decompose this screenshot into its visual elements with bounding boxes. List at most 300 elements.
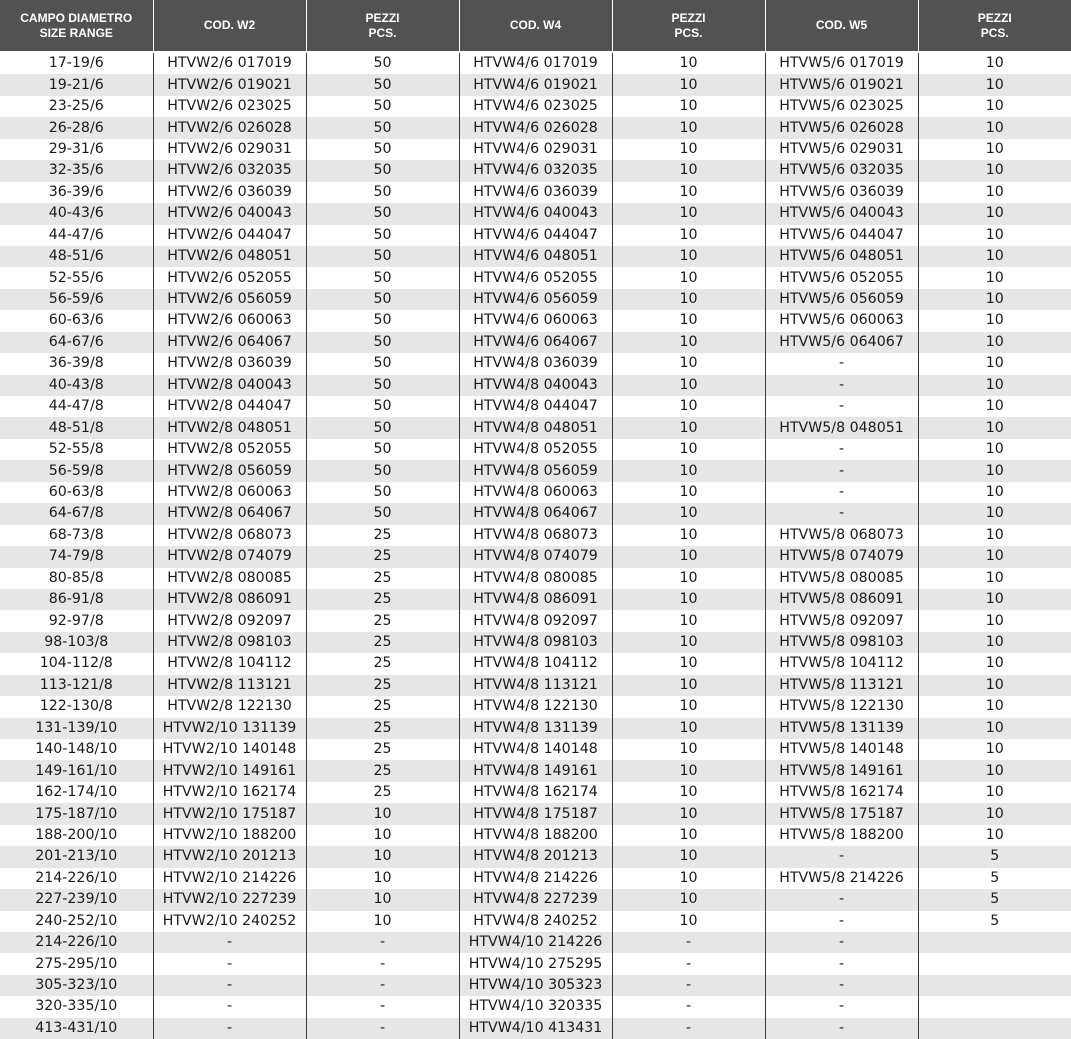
cod-w5-cell: HTVW5/6 026028 [765, 117, 918, 138]
cod-w2-cell: HTVW2/10 201213 [153, 846, 306, 867]
cod-w4-cell: HTVW4/8 086091 [459, 589, 612, 610]
pcs-w5-cell: 10 [918, 375, 1071, 396]
pcs-w5-cell: 5 [918, 846, 1071, 867]
pcs-w4-cell: - [612, 932, 765, 953]
header-row [0, 0, 1071, 51]
pcs-w4-cell: 10 [612, 267, 765, 288]
cod-w4-cell: HTVW4/6 032035 [459, 160, 612, 181]
pcs-w4-cell: - [612, 1018, 765, 1039]
cod-w2-cell: HTVW2/8 092097 [153, 610, 306, 631]
size-range-cell: 17-19/6 [0, 53, 153, 74]
pcs-w5-cell: 10 [918, 289, 1071, 310]
cod-w4-cell: HTVW4/8 074079 [459, 546, 612, 567]
table-row [0, 996, 1071, 1017]
cod-w4-cell: HTVW4/6 052055 [459, 267, 612, 288]
size-range-cell: 162-174/10 [0, 782, 153, 803]
pcs-w5-cell: 10 [918, 803, 1071, 824]
pcs-w4-cell: 10 [612, 482, 765, 503]
table-row [0, 375, 1071, 396]
header-pcs-w2-line2: PCS. [307, 26, 459, 41]
pcs-w2-cell: 25 [306, 782, 459, 803]
table-row [0, 139, 1071, 160]
size-range-cell: 74-79/8 [0, 546, 153, 567]
pcs-w5-cell: 10 [918, 525, 1071, 546]
table-row [0, 546, 1071, 567]
pcs-w2-cell: - [306, 975, 459, 996]
pcs-w4-cell: 10 [612, 460, 765, 481]
pcs-w5-cell: 10 [918, 439, 1071, 460]
cod-w4-cell: HTVW4/8 064067 [459, 503, 612, 524]
cod-w4-cell: HTVW4/6 064067 [459, 332, 612, 353]
cod-w5-cell: HTVW5/6 019021 [765, 74, 918, 95]
cod-w5-cell: HTVW5/6 048051 [765, 246, 918, 267]
table-row [0, 353, 1071, 374]
cod-w5-cell: HTVW5/6 017019 [765, 53, 918, 74]
header-size-range [0, 0, 153, 51]
cod-w4-cell: HTVW4/8 092097 [459, 610, 612, 631]
cod-w2-cell: HTVW2/8 056059 [153, 460, 306, 481]
pcs-w2-cell: 25 [306, 610, 459, 631]
cod-w4-cell: HTVW4/8 214226 [459, 868, 612, 889]
pcs-w4-cell: 10 [612, 911, 765, 932]
cod-w2-cell: HTVW2/8 052055 [153, 439, 306, 460]
cod-w4-cell: HTVW4/8 098103 [459, 632, 612, 653]
pcs-w5-cell: 10 [918, 332, 1071, 353]
cod-w5-cell: HTVW5/6 023025 [765, 96, 918, 117]
pcs-w5-cell: 5 [918, 868, 1071, 889]
cod-w4-cell: HTVW4/8 149161 [459, 760, 612, 781]
size-range-cell: 48-51/8 [0, 417, 153, 438]
pcs-w2-cell: 10 [306, 911, 459, 932]
size-range-cell: 113-121/8 [0, 675, 153, 696]
size-range-cell: 23-25/6 [0, 96, 153, 117]
pcs-w4-cell: 10 [612, 289, 765, 310]
pcs-w5-cell: 10 [918, 568, 1071, 589]
pcs-w2-cell: - [306, 996, 459, 1017]
cod-w5-cell: HTVW5/8 149161 [765, 760, 918, 781]
pcs-w4-cell: 10 [612, 568, 765, 589]
size-range-cell: 56-59/6 [0, 289, 153, 310]
pcs-w4-cell: 10 [612, 439, 765, 460]
table-row [0, 653, 1071, 674]
pcs-w2-cell: 10 [306, 846, 459, 867]
pcs-w2-cell: 10 [306, 889, 459, 910]
size-range-cell: 214-226/10 [0, 868, 153, 889]
cod-w2-cell: HTVW2/6 036039 [153, 182, 306, 203]
size-range-cell: 44-47/8 [0, 396, 153, 417]
cod-w5-cell: - [765, 460, 918, 481]
pcs-w5-cell: 10 [918, 396, 1071, 417]
pcs-w4-cell: 10 [612, 868, 765, 889]
size-range-cell: 175-187/10 [0, 803, 153, 824]
pcs-w5-cell: 10 [918, 117, 1071, 138]
header-pcs-w2 [306, 0, 459, 51]
cod-w4-cell: HTVW4/6 026028 [459, 117, 612, 138]
cod-w5-cell: - [765, 439, 918, 460]
cod-w4-cell: HTVW4/8 188200 [459, 825, 612, 846]
size-range-cell: 149-161/10 [0, 760, 153, 781]
cod-w5-cell: - [765, 846, 918, 867]
cod-w5-cell: HTVW5/8 175187 [765, 803, 918, 824]
size-range-cell: 131-139/10 [0, 718, 153, 739]
cod-w2-cell: HTVW2/6 056059 [153, 289, 306, 310]
size-range-cell: 48-51/6 [0, 246, 153, 267]
header-pcs-w5 [918, 0, 1071, 51]
pcs-w4-cell: - [612, 953, 765, 974]
cod-w5-cell: - [765, 932, 918, 953]
cod-w4-cell: HTVW4/6 060063 [459, 310, 612, 331]
pcs-w4-cell: 10 [612, 889, 765, 910]
cod-w2-cell: HTVW2/8 098103 [153, 632, 306, 653]
pcs-w2-cell: 10 [306, 825, 459, 846]
cod-w2-cell: HTVW2/8 068073 [153, 525, 306, 546]
pcs-w2-cell: 50 [306, 289, 459, 310]
table-row [0, 675, 1071, 696]
table-row [0, 632, 1071, 653]
cod-w5-cell: - [765, 1018, 918, 1039]
pcs-w5-cell: 5 [918, 889, 1071, 910]
table-row [0, 825, 1071, 846]
cod-w2-cell: HTVW2/8 122130 [153, 696, 306, 717]
cod-w5-cell: HTVW5/8 131139 [765, 718, 918, 739]
cod-w5-cell: HTVW5/6 032035 [765, 160, 918, 181]
cod-w2-cell: HTVW2/8 074079 [153, 546, 306, 567]
pcs-w5-cell: 10 [918, 417, 1071, 438]
pcs-w4-cell: 10 [612, 246, 765, 267]
header-pcs-w4-line1: PEZZI [613, 11, 765, 26]
pcs-w5-cell: 10 [918, 96, 1071, 117]
pcs-w5-cell: 10 [918, 653, 1071, 674]
pcs-w2-cell: 25 [306, 568, 459, 589]
pcs-w4-cell: 10 [612, 375, 765, 396]
pcs-w5-cell: 10 [918, 310, 1071, 331]
cod-w2-cell: - [153, 996, 306, 1017]
header-pcs-w5-line2: PCS. [919, 26, 1071, 41]
size-range-cell: 86-91/8 [0, 589, 153, 610]
cod-w2-cell: HTVW2/8 064067 [153, 503, 306, 524]
pcs-w4-cell: 10 [612, 225, 765, 246]
size-range-cell: 275-295/10 [0, 953, 153, 974]
pcs-w5-cell: 5 [918, 911, 1071, 932]
cod-w2-cell: HTVW2/8 060063 [153, 482, 306, 503]
pcs-w2-cell: 50 [306, 74, 459, 95]
pcs-w2-cell: 50 [306, 310, 459, 331]
table-row [0, 74, 1071, 95]
size-range-cell: 140-148/10 [0, 739, 153, 760]
cod-w5-cell: - [765, 975, 918, 996]
table-row [0, 782, 1071, 803]
pcs-w2-cell: 25 [306, 739, 459, 760]
cod-w2-cell: HTVW2/10 131139 [153, 718, 306, 739]
cod-w4-cell: HTVW4/8 227239 [459, 889, 612, 910]
table-row [0, 739, 1071, 760]
size-range-cell: 40-43/8 [0, 375, 153, 396]
pcs-w2-cell: 50 [306, 482, 459, 503]
pcs-w2-cell: 50 [306, 439, 459, 460]
cod-w5-cell: HTVW5/8 086091 [765, 589, 918, 610]
cod-w4-cell: HTVW4/8 036039 [459, 353, 612, 374]
size-range-cell: 60-63/8 [0, 482, 153, 503]
cod-w2-cell: HTVW2/6 019021 [153, 74, 306, 95]
pcs-w5-cell: 10 [918, 739, 1071, 760]
pcs-w5-cell: 10 [918, 53, 1071, 74]
pcs-w2-cell: 50 [306, 182, 459, 203]
pcs-w5-cell [918, 953, 1071, 974]
size-range-cell: 52-55/6 [0, 267, 153, 288]
cod-w4-cell: HTVW4/8 113121 [459, 675, 612, 696]
pcs-w4-cell: 10 [612, 718, 765, 739]
cod-w5-cell: HTVW5/8 068073 [765, 525, 918, 546]
pcs-w5-cell [918, 932, 1071, 953]
cod-w4-cell: HTVW4/6 036039 [459, 182, 612, 203]
cod-w4-cell: HTVW4/8 056059 [459, 460, 612, 481]
table-row [0, 332, 1071, 353]
pcs-w5-cell: 10 [918, 203, 1071, 224]
pcs-w4-cell: 10 [612, 696, 765, 717]
pcs-w2-cell: 50 [306, 353, 459, 374]
table-row [0, 289, 1071, 310]
pcs-w4-cell: 10 [612, 332, 765, 353]
table-row [0, 503, 1071, 524]
cod-w5-cell: - [765, 911, 918, 932]
table-row [0, 439, 1071, 460]
cod-w5-cell: - [765, 375, 918, 396]
pcs-w5-cell: 10 [918, 353, 1071, 374]
cod-w4-cell: HTVW4/8 048051 [459, 417, 612, 438]
cod-w2-cell: HTVW2/6 017019 [153, 53, 306, 74]
cod-w2-cell: HTVW2/10 149161 [153, 760, 306, 781]
cod-w2-cell: HTVW2/8 040043 [153, 375, 306, 396]
cod-w2-cell: HTVW2/6 032035 [153, 160, 306, 181]
pcs-w2-cell: 50 [306, 460, 459, 481]
pcs-w4-cell: 10 [612, 803, 765, 824]
size-range-cell: 36-39/6 [0, 182, 153, 203]
pcs-w4-cell: 10 [612, 782, 765, 803]
cod-w4-cell: HTVW4/8 068073 [459, 525, 612, 546]
header-pcs-w5-line1: PEZZI [919, 11, 1071, 26]
pcs-w5-cell: 10 [918, 696, 1071, 717]
cod-w4-cell: HTVW4/6 019021 [459, 74, 612, 95]
cod-w2-cell: HTVW2/6 052055 [153, 267, 306, 288]
cod-w2-cell: HTVW2/6 048051 [153, 246, 306, 267]
cod-w4-cell: HTVW4/10 305323 [459, 975, 612, 996]
pcs-w2-cell: 50 [306, 503, 459, 524]
size-range-cell: 19-21/6 [0, 74, 153, 95]
pcs-w2-cell: 50 [306, 246, 459, 267]
pcs-w4-cell: 10 [612, 96, 765, 117]
cod-w4-cell: HTVW4/8 040043 [459, 375, 612, 396]
cod-w4-cell: HTVW4/6 040043 [459, 203, 612, 224]
cod-w2-cell: HTVW2/10 227239 [153, 889, 306, 910]
pcs-w2-cell: 25 [306, 718, 459, 739]
cod-w4-cell: HTVW4/8 140148 [459, 739, 612, 760]
pcs-w5-cell: 10 [918, 267, 1071, 288]
pcs-w2-cell: 10 [306, 868, 459, 889]
pcs-w4-cell: 10 [612, 139, 765, 160]
table-row [0, 396, 1071, 417]
cod-w5-cell: - [765, 482, 918, 503]
pcs-w2-cell: 25 [306, 653, 459, 674]
pcs-w4-cell: 10 [612, 160, 765, 181]
pcs-w5-cell [918, 996, 1071, 1017]
pcs-w5-cell: 10 [918, 74, 1071, 95]
size-range-cell: 80-85/8 [0, 568, 153, 589]
pcs-w2-cell: 25 [306, 632, 459, 653]
pcs-w5-cell: 10 [918, 610, 1071, 631]
size-range-cell: 227-239/10 [0, 889, 153, 910]
cod-w5-cell: HTVW5/8 113121 [765, 675, 918, 696]
pcs-w5-cell: 10 [918, 225, 1071, 246]
cod-w2-cell: HTVW2/8 044047 [153, 396, 306, 417]
cod-w5-cell: - [765, 996, 918, 1017]
size-range-cell: 36-39/8 [0, 353, 153, 374]
cod-w4-cell: HTVW4/8 044047 [459, 396, 612, 417]
cod-w4-cell: HTVW4/10 214226 [459, 932, 612, 953]
cod-w5-cell: - [765, 396, 918, 417]
cod-w5-cell: HTVW5/8 074079 [765, 546, 918, 567]
size-range-cell: 56-59/8 [0, 460, 153, 481]
table-row [0, 417, 1071, 438]
cod-w4-cell: HTVW4/8 122130 [459, 696, 612, 717]
cod-w4-cell: HTVW4/6 017019 [459, 53, 612, 74]
table-row [0, 310, 1071, 331]
table-row [0, 975, 1071, 996]
size-range-cell: 240-252/10 [0, 911, 153, 932]
pcs-w4-cell: 10 [612, 353, 765, 374]
cod-w5-cell: - [765, 889, 918, 910]
pcs-w2-cell: 50 [306, 139, 459, 160]
size-range-cell: 92-97/8 [0, 610, 153, 631]
size-range-cell: 305-323/10 [0, 975, 153, 996]
pcs-w2-cell: 50 [306, 117, 459, 138]
size-range-cell: 40-43/6 [0, 203, 153, 224]
table-row [0, 953, 1071, 974]
cod-w4-cell: HTVW4/6 044047 [459, 225, 612, 246]
size-range-cell: 68-73/8 [0, 525, 153, 546]
cod-w5-cell: HTVW5/6 064067 [765, 332, 918, 353]
pcs-w2-cell: 25 [306, 696, 459, 717]
table-row [0, 868, 1071, 889]
cod-w2-cell: HTVW2/10 162174 [153, 782, 306, 803]
cod-w2-cell: - [153, 1018, 306, 1039]
table-row [0, 267, 1071, 288]
cod-w4-cell: HTVW4/10 413431 [459, 1018, 612, 1039]
pcs-w2-cell: 50 [306, 53, 459, 74]
pcs-w4-cell: 10 [612, 653, 765, 674]
cod-w5-cell: HTVW5/8 092097 [765, 610, 918, 631]
header-cod-w4: COD. W4 [459, 0, 612, 51]
pcs-w5-cell: 10 [918, 718, 1071, 739]
pcs-w2-cell: - [306, 953, 459, 974]
pcs-w2-cell: 50 [306, 203, 459, 224]
table-row [0, 889, 1071, 910]
table-row [0, 225, 1071, 246]
pcs-w4-cell: 10 [612, 525, 765, 546]
header-pcs-w4-line2: PCS. [613, 26, 765, 41]
pcs-w5-cell: 10 [918, 139, 1071, 160]
cod-w2-cell: HTVW2/10 214226 [153, 868, 306, 889]
pcs-w5-cell: 10 [918, 160, 1071, 181]
pcs-w4-cell: 10 [612, 74, 765, 95]
header-pcs-w2-line1: PEZZI [307, 11, 459, 26]
pcs-w5-cell: 10 [918, 546, 1071, 567]
size-range-cell: 64-67/6 [0, 332, 153, 353]
size-range-cell: 122-130/8 [0, 696, 153, 717]
table-row [0, 932, 1071, 953]
cod-w5-cell: HTVW5/6 036039 [765, 182, 918, 203]
pcs-w4-cell: 10 [612, 675, 765, 696]
pcs-w5-cell: 10 [918, 589, 1071, 610]
pcs-w4-cell: 10 [612, 503, 765, 524]
cod-w4-cell: HTVW4/8 162174 [459, 782, 612, 803]
pcs-w5-cell: 10 [918, 760, 1071, 781]
pcs-w2-cell: 50 [306, 396, 459, 417]
size-range-cell: 214-226/10 [0, 932, 153, 953]
size-range-cell: 44-47/6 [0, 225, 153, 246]
pcs-w2-cell: 25 [306, 589, 459, 610]
pcs-w2-cell: 50 [306, 96, 459, 117]
cod-w5-cell: - [765, 503, 918, 524]
pcs-w2-cell: 50 [306, 375, 459, 396]
cod-w2-cell: HTVW2/10 175187 [153, 803, 306, 824]
cod-w2-cell: HTVW2/8 113121 [153, 675, 306, 696]
table-row [0, 846, 1071, 867]
pcs-w2-cell: 25 [306, 675, 459, 696]
table-row [0, 803, 1071, 824]
cod-w5-cell: HTVW5/6 029031 [765, 139, 918, 160]
cod-w2-cell: HTVW2/10 140148 [153, 739, 306, 760]
cod-w5-cell: HTVW5/8 140148 [765, 739, 918, 760]
pcs-w2-cell: 25 [306, 546, 459, 567]
pcs-w5-cell: 10 [918, 503, 1071, 524]
pcs-w2-cell: 50 [306, 160, 459, 181]
cod-w2-cell: HTVW2/6 026028 [153, 117, 306, 138]
table-row [0, 696, 1071, 717]
table-row [0, 117, 1071, 138]
pcs-w2-cell: 10 [306, 803, 459, 824]
table-row [0, 718, 1071, 739]
pcs-w2-cell: 25 [306, 760, 459, 781]
pcs-w5-cell: 10 [918, 460, 1071, 481]
cod-w5-cell: HTVW5/6 056059 [765, 289, 918, 310]
cod-w2-cell: HTVW2/10 240252 [153, 911, 306, 932]
pcs-w4-cell: - [612, 996, 765, 1017]
table-row [0, 460, 1071, 481]
size-range-cell: 201-213/10 [0, 846, 153, 867]
cod-w5-cell: HTVW5/8 098103 [765, 632, 918, 653]
cod-w5-cell: HTVW5/8 122130 [765, 696, 918, 717]
pcs-w5-cell: 10 [918, 246, 1071, 267]
size-range-cell: 98-103/8 [0, 632, 153, 653]
cod-w5-cell: HTVW5/8 188200 [765, 825, 918, 846]
header-cod-w2: COD. W2 [153, 0, 306, 51]
pcs-w4-cell: 10 [612, 589, 765, 610]
pcs-w4-cell: 10 [612, 760, 765, 781]
pcs-w4-cell: 10 [612, 203, 765, 224]
cod-w2-cell: HTVW2/6 023025 [153, 96, 306, 117]
header-pcs-w4 [612, 0, 765, 51]
cod-w2-cell: HTVW2/6 040043 [153, 203, 306, 224]
cod-w4-cell: HTVW4/8 240252 [459, 911, 612, 932]
pcs-w2-cell: 50 [306, 332, 459, 353]
cod-w4-cell: HTVW4/6 029031 [459, 139, 612, 160]
table-row [0, 589, 1071, 610]
table-row [0, 246, 1071, 267]
pcs-w5-cell [918, 975, 1071, 996]
pcs-w5-cell: 10 [918, 782, 1071, 803]
pcs-w4-cell: 10 [612, 396, 765, 417]
cod-w4-cell: HTVW4/8 131139 [459, 718, 612, 739]
